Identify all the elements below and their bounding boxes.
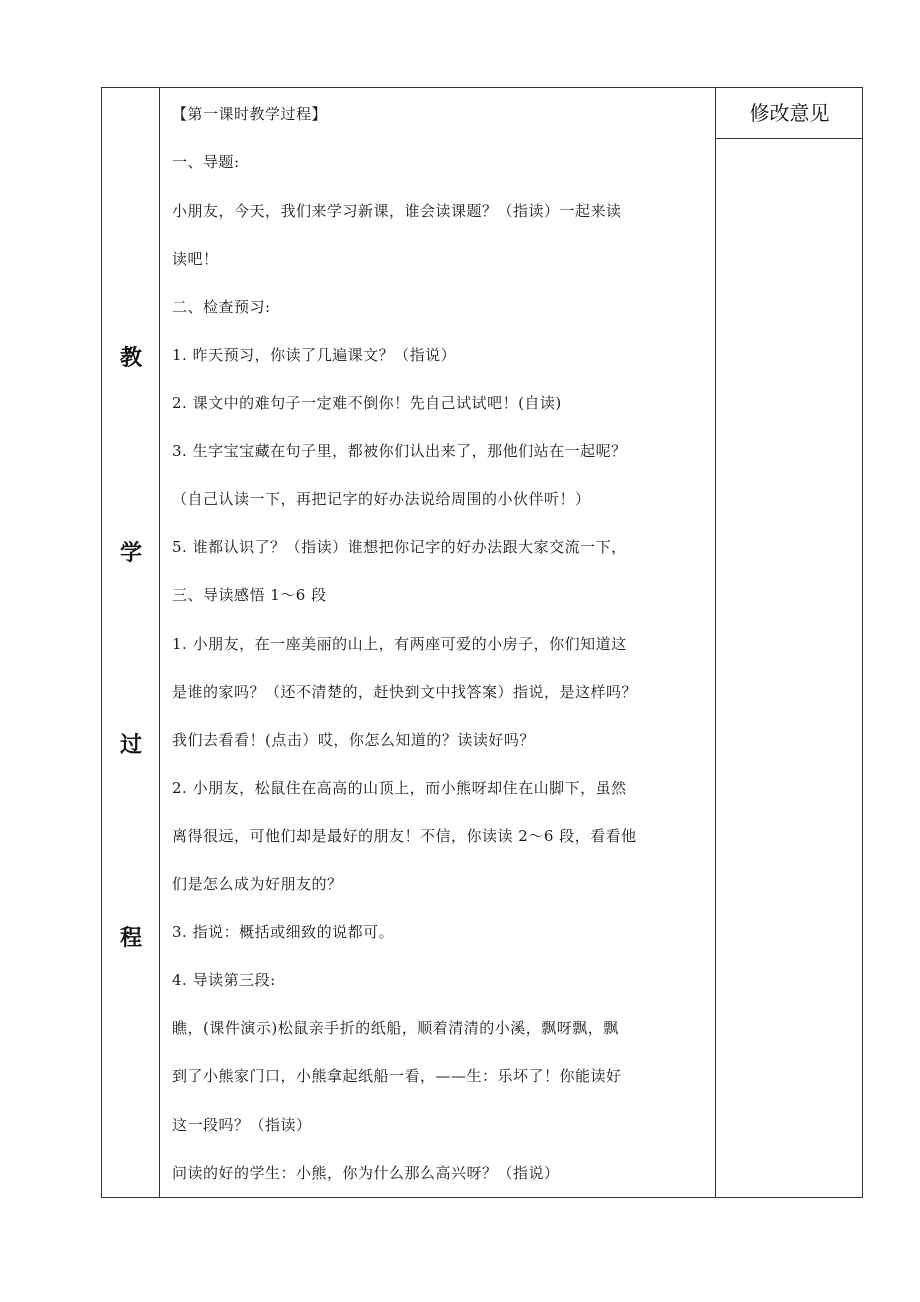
side-label-char: 学 (119, 541, 142, 566)
column-divider-left (159, 88, 160, 1197)
content-line: 问读的好的学生：小熊，你为什么那么高兴呀？（指说） (172, 1164, 560, 1182)
content-line: 到了小熊家门口，小熊拿起纸船一看，——生：乐坏了！你能读好 (172, 1067, 622, 1085)
content-line: 是谁的家吗？（还不清楚的，赶快到文中找答案）指说，是这样吗？ (172, 683, 638, 701)
revision-header-divider (715, 138, 863, 139)
content-line: 我们去看看！(点击）哎，你怎么知道的？读读好吗？ (172, 731, 535, 749)
side-label-char: 教 (119, 346, 142, 371)
content-line: 小朋友，今天，我们来学习新课，谁会读课题？（指读）一起来读 (172, 202, 622, 220)
side-label-char: 过 (119, 733, 142, 758)
content-line: 一、导题: (172, 153, 240, 171)
content-line: 二、检查预习: (172, 298, 271, 316)
content-line: 【第一课时教学过程】 (172, 105, 328, 123)
content-line: 1. 小朋友，在一座美丽的山上，有两座可爱的小房子，你们知道这 (172, 635, 627, 653)
content-line: 2. 小朋友，松鼠住在高高的山顶上，而小熊呀却住在山脚下，虽然 (172, 779, 627, 797)
content-line: （自己认读一下，再把记字的好办法说给周围的小伙伴听！） (172, 490, 591, 508)
content-line: 们是怎么成为好朋友的？ (172, 875, 343, 893)
content-line: 这一段吗？（指读） (172, 1116, 312, 1134)
content-line: 三、导读感悟 1～6 段 (172, 586, 327, 604)
content-line: 瞧，(课件演示)松鼠亲手折的纸船，顺着清清的小溪，飘呀飘，飘 (172, 1019, 619, 1037)
content-line: 2. 课文中的难句子一定难不倒你！先自己试试吧！(自读) (172, 394, 562, 412)
content-line: 5. 谁都认识了？（指读）谁想把你记字的好办法跟大家交流一下， (172, 538, 627, 556)
content-line: 4. 导读第三段: (172, 971, 276, 989)
lesson-plan-table (101, 87, 863, 1198)
content-line: 离得很远，可他们却是最好的朋友！不信，你读读 2～6 段，看看他 (172, 827, 637, 845)
column-divider-right (715, 88, 716, 1197)
content-line: 3. 指说：概括或细致的说都可。 (172, 923, 395, 941)
content-line: 读吧！ (172, 250, 219, 268)
revision-header: 修改意见 (749, 101, 830, 125)
content-line: 1. 昨天预习，你读了几遍课文？（指说） (172, 346, 457, 364)
content-line: 3. 生字宝宝藏在句子里，都被你们认出来了，那他们站在一起呢？ (172, 442, 627, 460)
side-label-char: 程 (119, 926, 142, 951)
